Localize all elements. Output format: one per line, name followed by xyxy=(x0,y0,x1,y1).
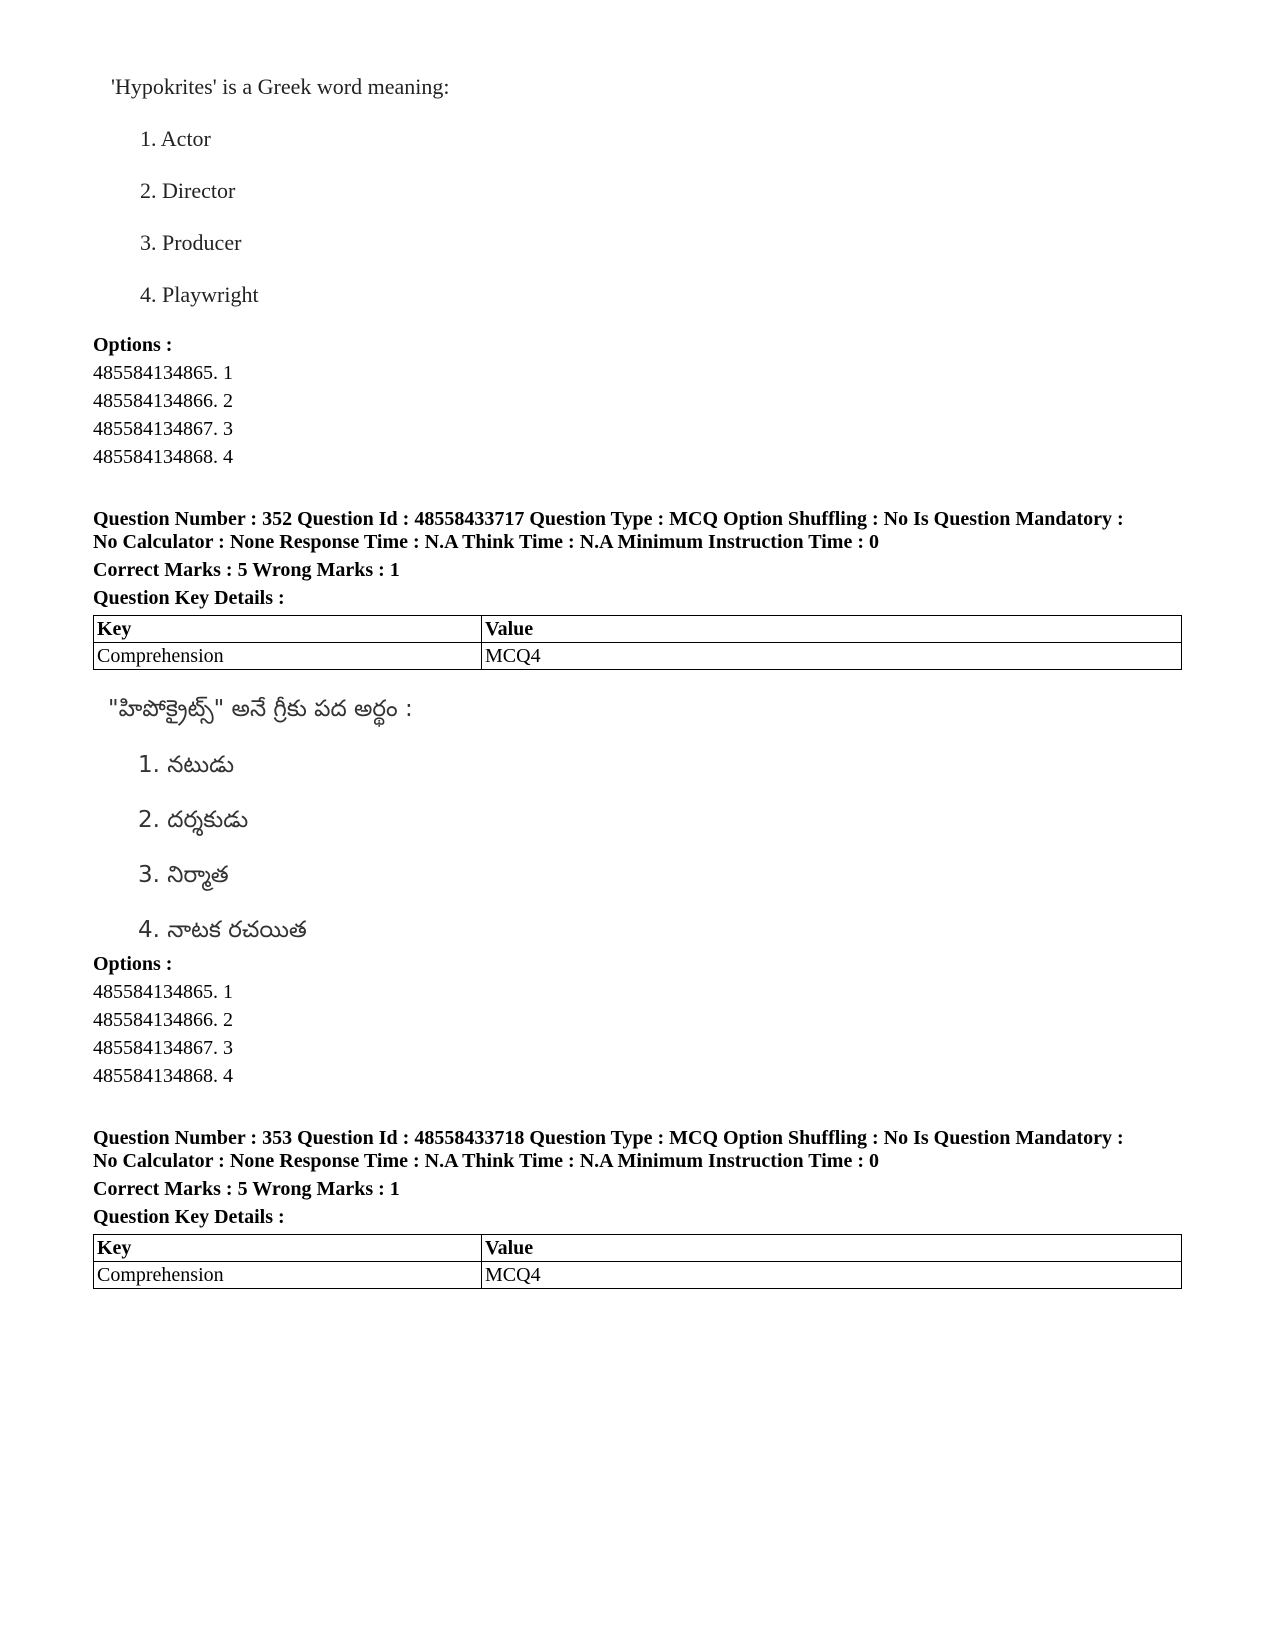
option-line: 485584134865. 1 xyxy=(93,362,233,384)
table-cell-value: MCQ4 xyxy=(482,1262,1182,1289)
table-header-value: Value xyxy=(482,1235,1182,1262)
question-text: "హిపోక్రైట్స్" అనే గ్రీకు పద అర్థం : xyxy=(108,696,413,722)
question-meta-line: Question Number : 352 Question Id : 48558433717 Question Type : MCQ Option Shuffling : No Is Question Mandatory : xyxy=(93,508,1124,530)
question-meta-line: No Calculator : None Response Time : N.A Think Time : N.A Minimum Instruction Time : 0 xyxy=(93,531,879,553)
table-header-key: Key xyxy=(94,616,482,643)
table-row xyxy=(94,1262,1182,1289)
question-key-table xyxy=(93,1234,1182,1289)
choice-item: 3. నిర్మాత xyxy=(138,862,229,888)
option-line: 485584134866. 2 xyxy=(93,390,233,412)
option-line: 485584134868. 4 xyxy=(93,446,233,468)
table-cell-key: Comprehension xyxy=(94,643,482,670)
table-row xyxy=(94,643,1182,670)
question-image-telugu xyxy=(0,680,600,950)
table-header-value: Value xyxy=(482,616,1182,643)
table-cell-value: MCQ4 xyxy=(482,643,1182,670)
key-details-heading: Question Key Details : xyxy=(93,587,285,609)
option-line: 485584134866. 2 xyxy=(93,1009,233,1031)
option-line: 485584134868. 4 xyxy=(93,1065,233,1087)
choice-item: 4. Playwright xyxy=(140,282,259,307)
question-meta-line: No Calculator : None Response Time : N.A Think Time : N.A Minimum Instruction Time : 0 xyxy=(93,1150,879,1172)
choice-item: 3. Producer xyxy=(140,230,242,255)
choice-item: 2. Director xyxy=(140,178,236,203)
question-key-table xyxy=(93,615,1182,670)
choice-item: 1. Actor xyxy=(140,126,211,151)
table-header-row xyxy=(94,616,1182,643)
table-header-key: Key xyxy=(94,1235,482,1262)
choice-item: 4. నాటక రచయిత xyxy=(138,917,307,943)
table-header-row xyxy=(94,1235,1182,1262)
options-heading: Options : xyxy=(93,334,173,356)
table-cell-key: Comprehension xyxy=(94,1262,482,1289)
question-text: 'Hypokrites' is a Greek word meaning: xyxy=(111,74,450,99)
key-details-heading: Question Key Details : xyxy=(93,1206,285,1228)
options-heading: Options : xyxy=(93,953,173,975)
marks-line: Correct Marks : 5 Wrong Marks : 1 xyxy=(93,559,400,581)
choice-item: 1. నటుడు xyxy=(138,752,235,778)
question-meta-line: Question Number : 353 Question Id : 48558433718 Question Type : MCQ Option Shuffling : No Is Question Mandatory : xyxy=(93,1127,1124,1149)
option-line: 485584134867. 3 xyxy=(93,1037,233,1059)
marks-line: Correct Marks : 5 Wrong Marks : 1 xyxy=(93,1178,400,1200)
choice-item: 2. దర్శకుడు xyxy=(138,807,249,833)
option-line: 485584134865. 1 xyxy=(93,981,233,1003)
question-image-english xyxy=(0,0,600,320)
option-line: 485584134867. 3 xyxy=(93,418,233,440)
